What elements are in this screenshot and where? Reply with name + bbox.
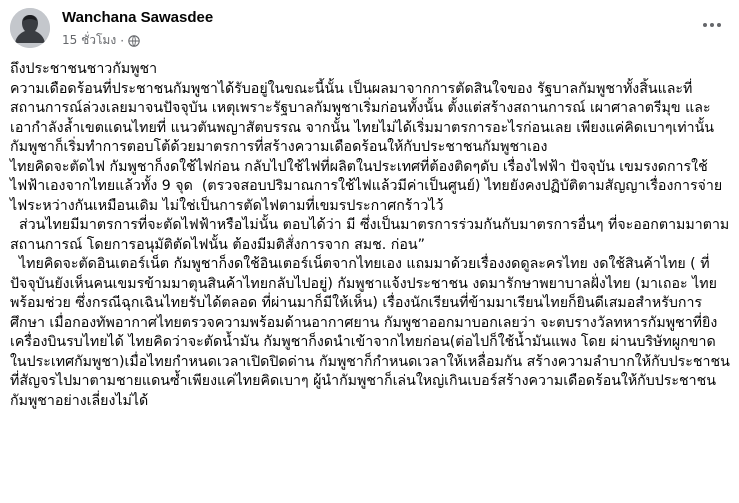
more-horizontal-icon (702, 22, 722, 28)
globe-icon (128, 35, 140, 47)
post-paragraph: ถึงประชาชนชาวกัมพูชา (10, 61, 158, 77)
post-paragraph: ความเดือดร้อนที่ประชาชนกัมพูชาได้รับอยู่ในขณะนี้นั้น เป็นผลมาจากการตัดสินใจของ รัฐบาลกัมพูชาทั้งสิ้นและที่สถานการณ์ล่วงเลยมาจนปัจจุบัน เหตุเพราะรัฐบาลกัมพูชาเริ่มก่อนทั้งนั้น ตั้งแต่สร้างสถานการณ์ เผาศาลาตรีมุข และ เอากำลังล้ำเขตแดนไทยที่ แนวตันพญาสัตบรรณ จากนั้น ไทยไม่ได้เริ่มมาตรการอะไรก่อนเลย เพียงแค่คิดเบาๆเท่านั้น กัมพูชาก็เริ่มทำการตอบโต้ด้วยมาตรการที่สร้างความเดือดร้อนให้กับประชาชนกัมพูชาเอง (10, 80, 719, 155)
author-name[interactable]: Wanchana Sawasdee (62, 9, 214, 26)
post-header (10, 8, 729, 52)
avatar-photo-icon (10, 8, 50, 48)
post-paragraph: ส่วนไทยมีมาตรการที่จะตัดไฟฟ้าหรือไม่นั้น ตอบได้ว่า มี ซึ่งเป็นมาตรการร่วมกันกับมาตรการอื่นๆ ที่จะออกตามมาตามสถานการณ์ โดยการอนุมัติตัดไฟนั้น ต้องมีมติสั่งการจาก สมช. ก่อน” (10, 217, 730, 253)
meta-separator: · (120, 33, 125, 48)
more-options-button[interactable] (699, 14, 725, 36)
post-time[interactable]: 15 ชั่วโมง (62, 33, 117, 47)
avatar[interactable] (10, 8, 50, 48)
post-paragraph: ไทยคิดจะตัดอินเตอร์เน็ต กัมพูชาก็งดใช้อินเตอร์เน็ตจากไทยเอง แถมมาด้วยเรื่องงดดูละครไทย งดใช้สินค้าไทย ( ที่ปัจจุบันยังเห็นคนเขมรข้ามมาตุนสินค้าไทยกลับไปอยู่) กัมพูชาแจ้งประชาชน งดมารักษาพยาบาลฝั่งไทย (มาเถอะ ไทยพร้อมช่วย ซึ่งกรณีฉุกเฉินไทยรับได้ตลอด ที่ผ่านมาก็มีให้เห็น) เรื่องนักเรียนที่ข้ามมาเรียนไทยก็ยินดีเสมอสำหรับการศึกษา เมื่อกองทัพอากาศไทยตรวจความพร้อมด้านอากาศยาน กัมพูชาออกมาบอกเลยว่า จะตบรางวัลทหารกัมพูชาที่ยิงเครื่องบินรบไทยได้ ไทยคิดว่าจะตัดน้ำมัน กัมพูชาก็งดนำเข้าจากไทยก่อน(ต่อไปก็ใช้น้ำมันแพง โดย ผ่านบริษัทผูกขาดในประเทศกัมพูชา)เมื่อไทยกำหนดเวลาเปิดปิดด่าน กัมพูชาก็กำหนดเวลาให้เหลื่อมกัน สร้างความลำบากให้กับประชาชนที่สัญจรไปมาตามชายแดนซ้ำเพียงแค่ไทยคิดเบาๆ ผู้นำกัมพูชาก็เล่นใหญ่เกินเบอร์สร้างความเดือดร้อนให้กับประชาชนกัมพูชาอย่างเลี่ยงไม่ได้ (10, 256, 730, 409)
post-body (10, 60, 732, 411)
post-meta (62, 31, 140, 50)
post-paragraph: ไทยคิดจะตัดไฟ กัมพูชาก็งดใช้ไฟก่อน กลับไปใช้ไฟที่ผลิตในประเทศที่ต้องติดๆดับ เรื่องไฟฟ้า ปัจจุบัน เขมรงดการใช้ไฟฟ้าเองจากไทยแล้วทั้ง 9 จุด (ตรวจสอบปริมาณการใช้ไฟแล้วมีค่าเป็นศูนย์) ไทยยังคงปฏิบัติตามสัญญาเรื่องการจ่ายไฟระหว่างกันเหมือนเดิม ไม่ใช่เป็นการตัดไฟตามที่เขมรประกาศกร้าวไว้ (10, 158, 723, 214)
